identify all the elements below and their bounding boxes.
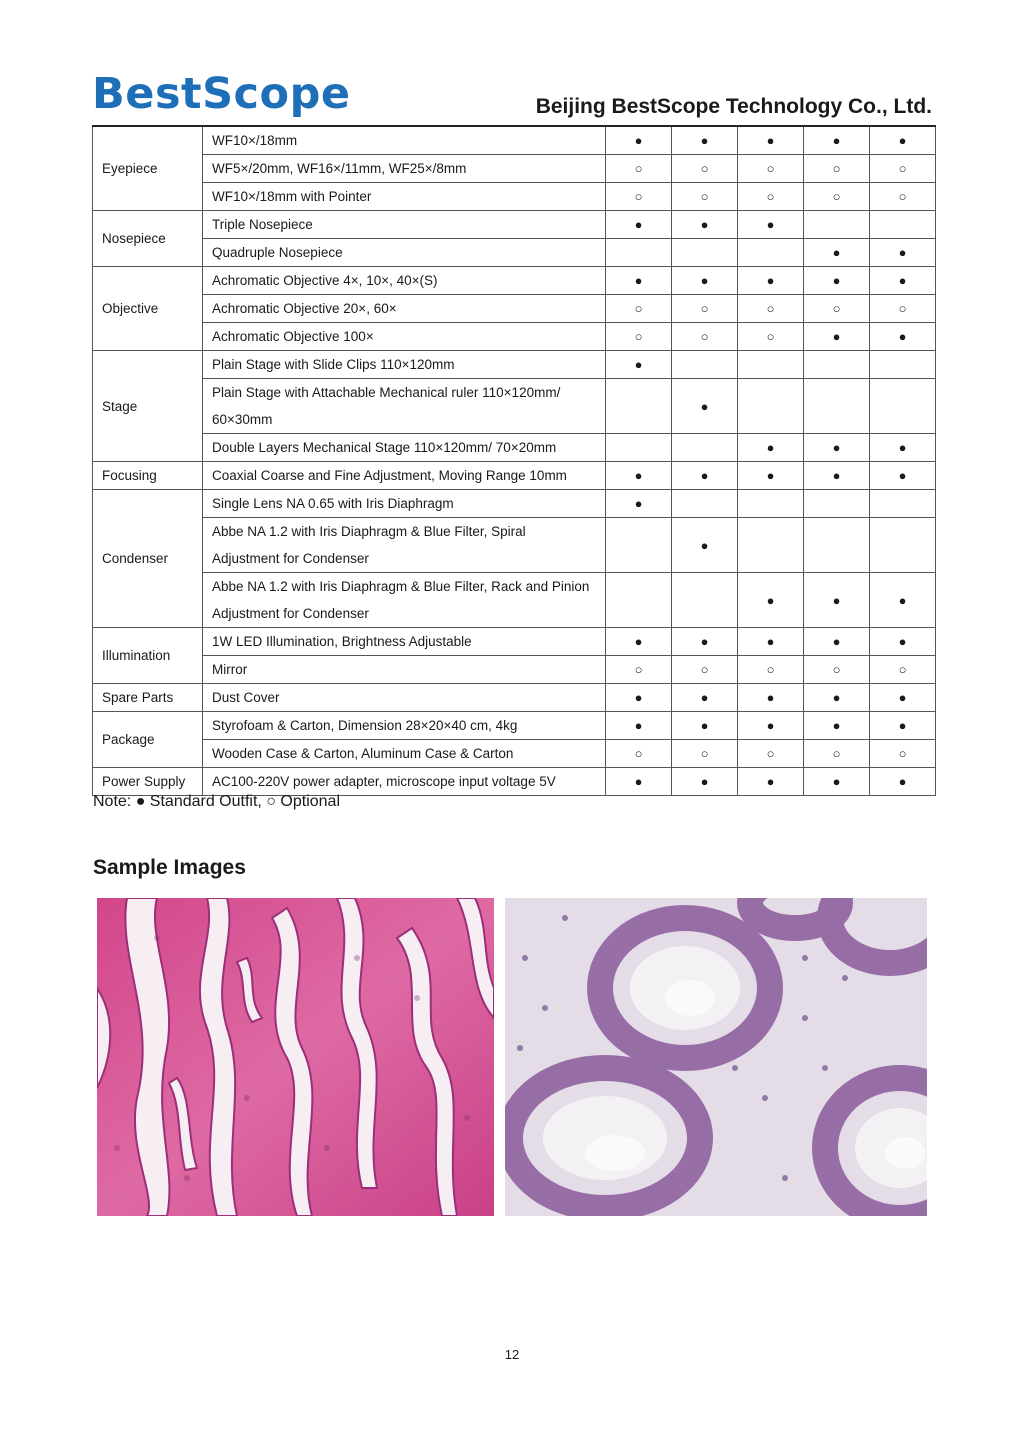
mark-cell: ● (738, 211, 804, 239)
item-cell: Achromatic Objective 20×, 60× (203, 295, 606, 323)
table-row (93, 490, 936, 518)
mark-cell (870, 518, 936, 573)
mark-cell (870, 379, 936, 434)
mark-cell: ● (606, 462, 672, 490)
mark-cell: ○ (870, 295, 936, 323)
table-row (93, 656, 936, 684)
mark-cell: ○ (804, 656, 870, 684)
mark-cell (606, 379, 672, 434)
mark-cell (804, 518, 870, 573)
mark-cell: ○ (738, 155, 804, 183)
mark-cell (672, 573, 738, 628)
category-cell: Condenser (93, 490, 203, 628)
item-cell: Achromatic Objective 4×, 10×, 40×(S) (203, 267, 606, 295)
mark-cell: ● (738, 684, 804, 712)
table-row (93, 323, 936, 351)
item-cell: Styrofoam & Carton, Dimension 28×20×40 cm, 4kg (203, 712, 606, 740)
mark-cell (672, 490, 738, 518)
item-cell: WF5×/20mm, WF16×/11mm, WF25×/8mm (203, 155, 606, 183)
mark-cell (672, 434, 738, 462)
table-row (93, 295, 936, 323)
mark-cell: ● (804, 323, 870, 351)
mark-cell: ○ (672, 183, 738, 211)
mark-cell: ● (672, 712, 738, 740)
mark-cell: ○ (870, 656, 936, 684)
mark-cell: ● (606, 712, 672, 740)
mark-cell: ○ (606, 183, 672, 211)
mark-cell: ○ (606, 656, 672, 684)
mark-cell: ○ (606, 323, 672, 351)
mark-cell: ● (870, 462, 936, 490)
mark-cell: ○ (738, 656, 804, 684)
item-cell: Wooden Case & Carton, Aluminum Case & Carton (203, 740, 606, 768)
table-row (93, 628, 936, 656)
mark-cell: ○ (672, 323, 738, 351)
mark-cell: ● (606, 267, 672, 295)
mark-cell: ○ (870, 740, 936, 768)
category-cell: Objective (93, 267, 203, 351)
mark-cell: ○ (606, 295, 672, 323)
category-cell: Power Supply (93, 768, 203, 796)
mark-cell: ○ (606, 155, 672, 183)
category-cell: Illumination (93, 628, 203, 684)
mark-cell: ● (804, 712, 870, 740)
mark-cell: ○ (672, 295, 738, 323)
mark-cell: ● (672, 462, 738, 490)
mark-cell (870, 490, 936, 518)
mark-cell: ● (672, 628, 738, 656)
table-row (93, 462, 936, 490)
item-cell: WF10×/18mm (203, 126, 606, 155)
mark-cell: ● (738, 267, 804, 295)
mark-cell (606, 518, 672, 573)
mark-cell: ● (804, 628, 870, 656)
page-number: 12 (504, 1347, 520, 1362)
mark-cell: ● (804, 684, 870, 712)
mark-cell: ● (672, 379, 738, 434)
table-row (93, 155, 936, 183)
mark-cell: ● (672, 684, 738, 712)
item-cell: Achromatic Objective 100× (203, 323, 606, 351)
category-cell: Stage (93, 351, 203, 462)
company-name: Beijing BestScope Technology Co., Ltd. (535, 95, 932, 118)
table-row (93, 379, 936, 434)
item-cell: Quadruple Nosepiece (203, 239, 606, 267)
mark-cell: ● (672, 211, 738, 239)
mark-cell (870, 211, 936, 239)
table-row (93, 434, 936, 462)
table-row (93, 351, 936, 379)
mark-cell: ● (870, 267, 936, 295)
mark-cell: ● (606, 211, 672, 239)
category-cell: Spare Parts (93, 684, 203, 712)
mark-cell: ● (870, 712, 936, 740)
mark-cell: ○ (804, 183, 870, 211)
section-title: Sample Images (93, 856, 246, 879)
mark-cell: ○ (870, 183, 936, 211)
mark-cell: ○ (672, 155, 738, 183)
mark-cell: ○ (672, 656, 738, 684)
mark-cell: ● (870, 628, 936, 656)
tissue-section-image (97, 898, 494, 1216)
mark-cell (738, 379, 804, 434)
mark-cell (738, 490, 804, 518)
mark-cell: ○ (804, 740, 870, 768)
mark-cell (870, 351, 936, 379)
item-cell: Plain Stage with Attachable Mechanical ruler 110×120mm/ 60×30mm (203, 379, 606, 434)
item-cell: Single Lens NA 0.65 with Iris Diaphragm (203, 490, 606, 518)
mark-cell: ● (870, 768, 936, 796)
mark-cell: ○ (738, 183, 804, 211)
mark-cell: ● (804, 239, 870, 267)
mark-cell: ● (804, 573, 870, 628)
item-cell: AC100-220V power adapter, microscope input voltage 5V (203, 768, 606, 796)
mark-cell: ○ (870, 155, 936, 183)
category-cell: Nosepiece (93, 211, 203, 267)
mark-cell: ● (672, 768, 738, 796)
table-row (93, 267, 936, 295)
item-cell: Double Layers Mechanical Stage 110×120mm/ 70×20mm (203, 434, 606, 462)
mark-cell: ● (606, 628, 672, 656)
item-cell: WF10×/18mm with Pointer (203, 183, 606, 211)
item-cell: Abbe NA 1.2 with Iris Diaphragm & Blue Filter, Spiral Adjustment for Condenser (203, 518, 606, 573)
legend-note: Note: ● Standard Outfit, ○ Optional (93, 793, 341, 810)
item-cell: Abbe NA 1.2 with Iris Diaphragm & Blue Filter, Rack and Pinion Adjustment for Condenser (203, 573, 606, 628)
mark-cell (804, 211, 870, 239)
mark-cell: ● (606, 768, 672, 796)
item-cell: 1W LED Illumination, Brightness Adjustable (203, 628, 606, 656)
mark-cell: ○ (738, 323, 804, 351)
mark-cell: ● (738, 126, 804, 155)
item-cell: Mirror (203, 656, 606, 684)
mark-cell (804, 379, 870, 434)
category-cell: Eyepiece (93, 126, 203, 211)
mark-cell (738, 239, 804, 267)
mark-cell: ● (870, 684, 936, 712)
mark-cell (606, 573, 672, 628)
table-row (93, 712, 936, 740)
mark-cell: ● (606, 351, 672, 379)
table-row (93, 768, 936, 796)
table-row (93, 518, 936, 573)
bestscope-logo (92, 68, 351, 120)
mark-cell: ● (870, 239, 936, 267)
mark-cell: ○ (804, 295, 870, 323)
table-row (93, 239, 936, 267)
table-row (93, 573, 936, 628)
table-row (93, 684, 936, 712)
mark-cell: ● (738, 462, 804, 490)
table-row (93, 740, 936, 768)
mark-cell: ● (672, 126, 738, 155)
mark-cell: ● (606, 126, 672, 155)
mark-cell: ● (738, 628, 804, 656)
colon-glands-image (505, 898, 927, 1216)
mark-cell: ● (738, 573, 804, 628)
mark-cell (672, 239, 738, 267)
mark-cell: ● (672, 267, 738, 295)
mark-cell: ● (804, 462, 870, 490)
category-cell: Package (93, 712, 203, 768)
mark-cell: ○ (672, 740, 738, 768)
item-cell: Dust Cover (203, 684, 606, 712)
item-cell: Coaxial Coarse and Fine Adjustment, Moving Range 10mm (203, 462, 606, 490)
mark-cell: ● (870, 434, 936, 462)
table-row (93, 211, 936, 239)
mark-cell: ○ (738, 295, 804, 323)
mark-cell: ● (804, 126, 870, 155)
table-row (93, 126, 936, 155)
mark-cell: ○ (606, 740, 672, 768)
logo-text: BestScope (92, 68, 351, 119)
mark-cell: ● (870, 126, 936, 155)
mark-cell: ● (738, 768, 804, 796)
mark-cell (606, 239, 672, 267)
mark-cell (606, 434, 672, 462)
mark-cell: ● (804, 434, 870, 462)
mark-cell: ● (804, 768, 870, 796)
mark-cell: ● (672, 518, 738, 573)
table-row (93, 183, 936, 211)
mark-cell: ● (870, 573, 936, 628)
mark-cell: ○ (804, 155, 870, 183)
mark-cell (738, 518, 804, 573)
spec-table (92, 125, 936, 796)
mark-cell (804, 490, 870, 518)
mark-cell (672, 351, 738, 379)
item-cell: Plain Stage with Slide Clips 110×120mm (203, 351, 606, 379)
mark-cell: ● (870, 323, 936, 351)
category-cell: Focusing (93, 462, 203, 490)
mark-cell (738, 351, 804, 379)
mark-cell: ● (606, 490, 672, 518)
item-cell: Triple Nosepiece (203, 211, 606, 239)
mark-cell: ● (738, 712, 804, 740)
mark-cell: ● (738, 434, 804, 462)
mark-cell: ● (804, 267, 870, 295)
mark-cell: ● (606, 684, 672, 712)
mark-cell: ○ (738, 740, 804, 768)
mark-cell (804, 351, 870, 379)
